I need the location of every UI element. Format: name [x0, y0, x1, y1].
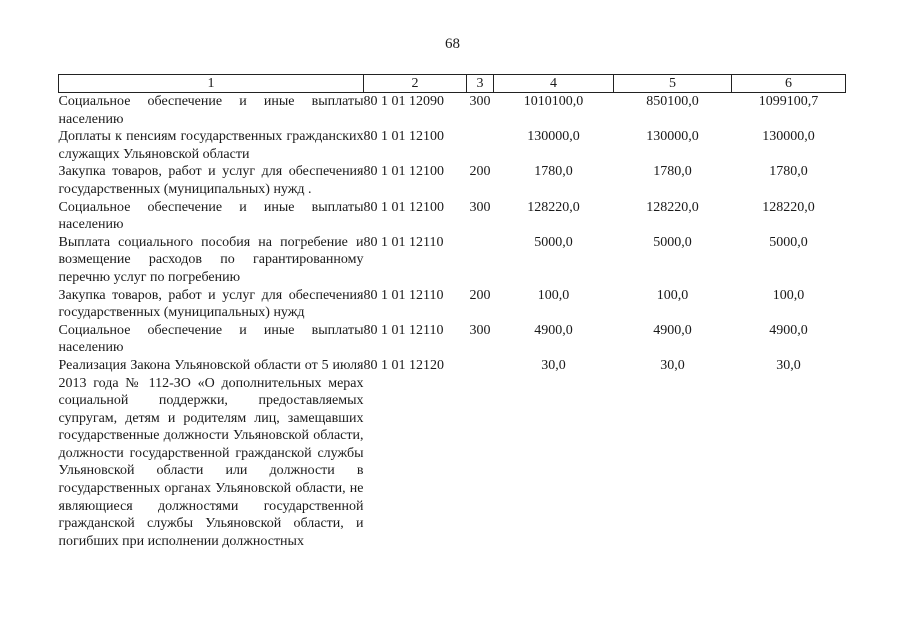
- amount-col5: 850100,0: [646, 94, 699, 109]
- expense-type: [467, 128, 494, 163]
- item-name: Социальное обеспечение и иные выплаты населению: [58, 199, 364, 233]
- amount-col5: 128220,0: [646, 199, 699, 215]
- page-number: 68: [445, 36, 460, 52]
- amount-col6: 1099100,7: [758, 94, 819, 109]
- column-header: 5: [614, 75, 732, 93]
- column-header: 4: [494, 75, 614, 93]
- amount-col5: 1780,0: [653, 164, 692, 180]
- table-row: [59, 234, 846, 287]
- expense-type: 200: [469, 164, 491, 180]
- target-code: 80 1 01 12100: [363, 164, 444, 180]
- target-code: 80 1 01 12120: [363, 357, 444, 373]
- expense-type: 300: [469, 94, 491, 109]
- amount-col4: 130000,0: [527, 129, 580, 145]
- amount-col5: 130000,0: [646, 129, 699, 145]
- table-row: [59, 287, 846, 322]
- expense-type: 200: [469, 287, 491, 303]
- amount-col4: 30,0: [541, 357, 566, 373]
- column-header: 6: [732, 75, 846, 93]
- amount-col5: 5000,0: [653, 234, 692, 250]
- column-header: 3: [467, 75, 494, 93]
- target-code: 80 1 01 12090: [363, 94, 444, 109]
- expense-type: [467, 357, 494, 551]
- column-header: 2: [364, 75, 467, 93]
- table-row: [59, 163, 846, 198]
- item-name: Закупка товаров, работ и услуг для обеспечения государственных (муниципальных) нужд .: [58, 164, 364, 197]
- item-name: Социальное обеспечение и иные выплаты населению: [58, 322, 364, 356]
- amount-col5: 100,0: [656, 287, 689, 303]
- amount-col6: 5000,0: [769, 234, 808, 250]
- amount-col6: 128220,0: [762, 199, 815, 215]
- amount-col4: 100,0: [537, 287, 570, 303]
- item-name: Доплаты к пенсиям государственных гражданских служащих Ульяновской области: [58, 129, 364, 162]
- amount-col4: 1780,0: [534, 164, 573, 180]
- item-name: Социальное обеспечение и иные выплаты населению: [58, 94, 364, 127]
- amount-col4: 128220,0: [527, 199, 580, 215]
- item-name: Выплата социального пособия на погребение и возмещение расходов по гарантированному перечню услуг по погребению: [58, 234, 364, 285]
- expense-type: 300: [469, 199, 491, 215]
- target-code: 80 1 01 12100: [363, 129, 444, 145]
- table-row: [59, 93, 846, 129]
- amount-col6: 4900,0: [769, 322, 808, 338]
- amount-col6: 100,0: [772, 287, 805, 303]
- expense-type: 300: [469, 322, 491, 338]
- amount-col6: 1780,0: [769, 164, 808, 180]
- amount-col6: 130000,0: [762, 129, 815, 145]
- item-name: Реализация Закона Ульяновской области от 5 июля 2013 года № 112-ЗО «О дополнительных мерах социальной поддержки, предоставляемых супругам, детям и родителям лиц, замещавших государственные должности Ульяновской области, должности государственной гражданской службы Ульяновской области или должности в государственных органах Ульяновской области, не являющиеся должностями государственной гражданской службы Ульяновской области, и погибших при исполнении должностных: [58, 357, 364, 549]
- table-row: [59, 322, 846, 357]
- table-header-row: [59, 75, 846, 93]
- target-code: 80 1 01 12110: [363, 287, 444, 303]
- amount-col6: 30,0: [776, 357, 801, 373]
- column-header: 1: [59, 75, 364, 93]
- expense-type: [467, 234, 494, 287]
- budget-table: [58, 74, 846, 550]
- amount-col4: 5000,0: [534, 234, 573, 250]
- target-code: 80 1 01 12100: [363, 199, 444, 215]
- table-row: [59, 199, 846, 234]
- item-name: Закупка товаров, работ и услуг для обеспечения государственных (муниципальных) нужд: [58, 287, 364, 321]
- amount-col4: 4900,0: [534, 322, 573, 338]
- amount-col5: 4900,0: [653, 322, 692, 338]
- amount-col5: 30,0: [660, 357, 685, 373]
- amount-col4: 1010100,0: [523, 94, 584, 109]
- table-row: [59, 128, 846, 163]
- table-row: [59, 357, 846, 551]
- target-code: 80 1 01 12110: [363, 234, 444, 250]
- target-code: 80 1 01 12110: [363, 322, 444, 338]
